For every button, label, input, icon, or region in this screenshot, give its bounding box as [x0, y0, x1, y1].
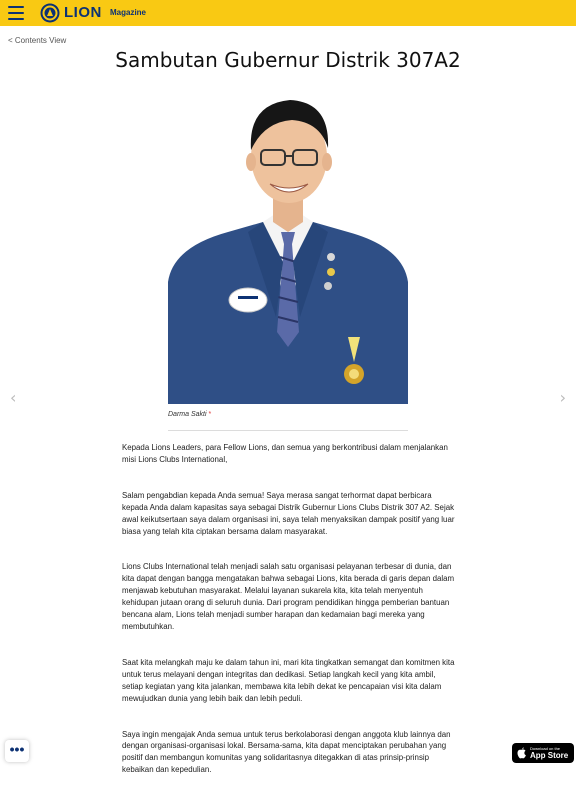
lions-emblem-icon — [40, 3, 60, 23]
governor-photo — [168, 82, 408, 404]
article-paragraph: Saya ingin mengajak Anda semua untuk terus berkolaborasi dengan anggota klub lainnya dan dengan organisasi-organisasi lokal. Bersama-sama, kita dapat menciptakan perubahan yang positif dan membangun komunitas yang solidaritasnya ditegakkan di atas prinsip-prinsip kebaikan dan kepedulian. — [122, 729, 451, 775]
brand-subtitle: Magazine — [110, 8, 147, 17]
photo-caption-text: Darma Sakti — [168, 411, 207, 418]
next-page-arrow-icon[interactable]: › — [559, 388, 566, 407]
more-options-button[interactable]: ••• — [5, 740, 29, 762]
apple-icon — [516, 746, 527, 759]
appstore-small-text: Download on the — [530, 746, 561, 751]
page-title: Sambutan Gubernur Distrik 307A2 — [115, 48, 461, 72]
hamburger-icon[interactable] — [8, 6, 24, 20]
brand-logo-text: LION — [64, 4, 102, 21]
caption-divider — [168, 430, 408, 431]
article-paragraph: Salam pengabdian kepada Anda semua! Saya merasa sangat terhormat dapat berbicara kepada Anda dalam kapasitas saya sebagai Distrik Gubernur Lions Clubs Distrik 307 A2. Sejak awal keikutsertaan saya dalam organisasi ini, saya telah menyaksikan dampak positif yang luar biasa yang telah kita ciptakan bersama dalam masyarakat. — [122, 490, 455, 536]
portrait-illustration — [168, 82, 408, 404]
contents-view-link[interactable]: < Contents View — [8, 36, 67, 45]
article-body — [122, 442, 458, 800]
article-paragraph: Lions Clubs International telah menjadi salah satu organisasi pelayanan terbesar di dunia, dan kita dapat dengan bangga mengatakan bahwa sebagai Lions, kita berada di garis depan dalam menjawab kebutuhan masyarakat. Melalui layanan sukarela kita, kita telah menyentuh kehidupan jutaan orang di seluruh dunia. Dari program pendidikan hingga pemberian bantuan bencana alam, Lions telah menjadi sumber harapan dan kedamaian bagi mereka yang membutuhkan. — [122, 562, 455, 631]
article-paragraph: Saat kita melangkah maju ke dalam tahun ini, mari kita tingkatkan semangat dan komitmen kita untuk terus melayani dengan integritas dan dedikasi. Setiap langkah kecil yang kita ambil, setiap kegiatan yang kita jalankan, membawa kita lebih dekat ke pencapaian visi kita dalam mewujudkan dunia yang lebih baik dan lebih peduli. — [122, 657, 455, 703]
caption-marker: * — [208, 411, 212, 418]
app-store-badge[interactable] — [512, 743, 574, 763]
top-bar — [0, 0, 576, 26]
previous-page-arrow-icon[interactable]: ‹ — [10, 388, 17, 407]
article-paragraph: Kepada Lions Leaders, para Fellow Lions, dan semua yang berkontribusi dalam menjalankan misi Lions Clubs International, — [122, 443, 448, 464]
appstore-big-text: App Store — [530, 751, 569, 760]
photo-caption — [168, 411, 211, 418]
